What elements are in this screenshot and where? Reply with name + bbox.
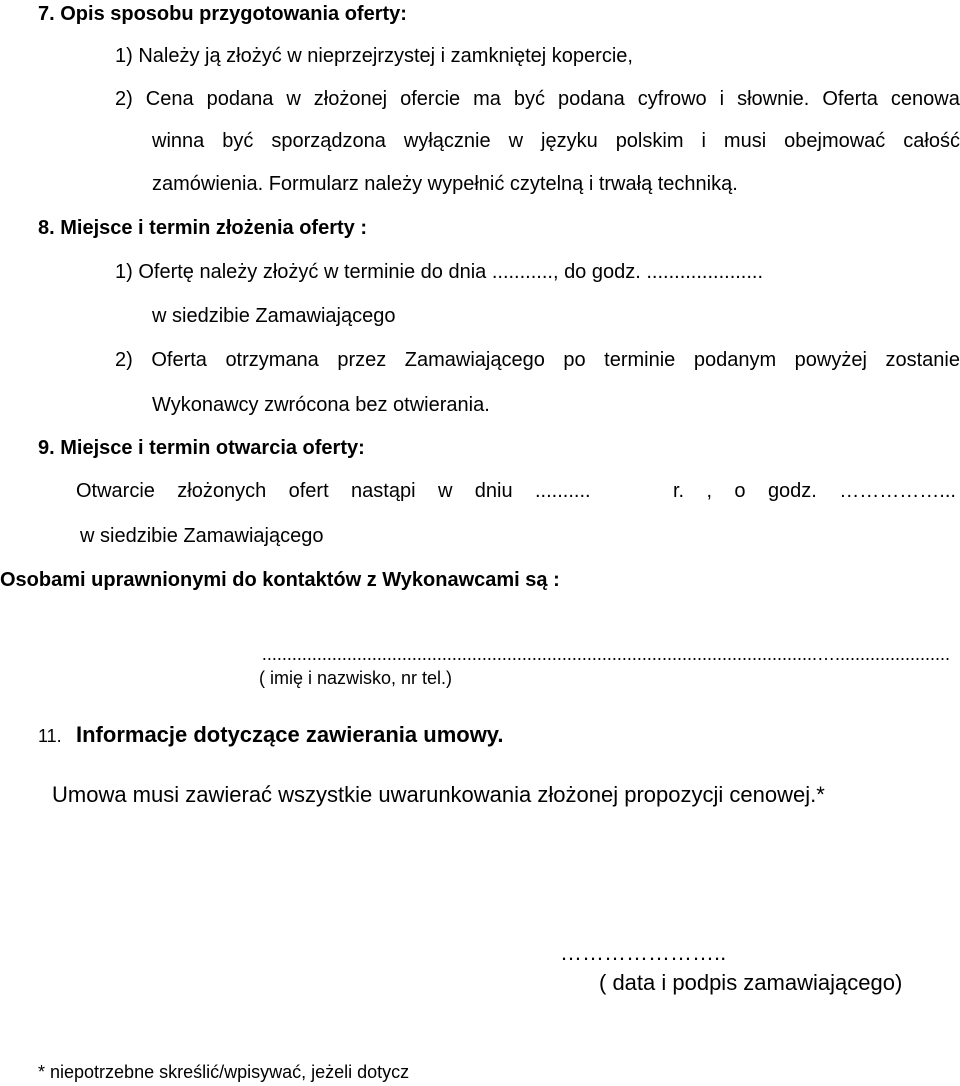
word: nastąpi — [351, 480, 416, 502]
section-8-item-2-line-2: Wykonawcy zwrócona bez otwierania. — [152, 394, 490, 416]
word: otrzymana — [225, 349, 319, 371]
word: dniu — [474, 480, 513, 502]
section-7-item-2-line-2 — [152, 131, 960, 151]
word: cyfrowo — [637, 88, 707, 110]
word: terminie — [604, 349, 676, 371]
word: 2) — [115, 88, 133, 110]
contacts-caption: ( imię i nazwisko, nr tel.) — [259, 668, 453, 688]
signature-dots: ………………….. — [560, 940, 727, 965]
word: w — [286, 88, 301, 110]
footnote: * niepotrzebne skreślić/wpisywać, jeżeli dotycz — [38, 1062, 410, 1082]
section-9-line-1 — [76, 481, 956, 501]
word: Otwarcie — [76, 480, 155, 502]
word: podana — [206, 88, 274, 110]
section-8-heading: 8. Miejsce i termin złożenia oferty : — [38, 217, 367, 239]
word: r. — [672, 480, 685, 502]
word: cenowa — [890, 88, 960, 110]
section-11-number: 11. — [38, 726, 62, 746]
word: ofert — [288, 480, 329, 502]
section-7-heading: 7. Opis sposobu przygotowania oferty: — [38, 3, 407, 25]
word: .......... — [534, 480, 591, 502]
word: całość — [903, 130, 960, 152]
word: musi — [723, 130, 767, 152]
word: w — [437, 480, 453, 502]
word: i — [701, 130, 706, 152]
word: powyżej — [794, 349, 867, 371]
word: języku — [541, 130, 598, 152]
contacts-dots: ...............................................................................................................…....................... — [261, 645, 950, 663]
word: słownie. — [737, 88, 810, 110]
section-9-line-2: w siedzibie Zamawiającego — [80, 525, 324, 547]
word: w — [508, 130, 524, 152]
word: po — [563, 349, 586, 371]
section-11-heading: Informacje dotyczące zawierania umowy. — [76, 722, 504, 747]
section-7-item-2-line-3: zamówienia. Formularz należy wypełnić czytelną i trwałą techniką. — [152, 173, 738, 195]
section-7-item-2-line-1 — [115, 89, 960, 109]
word: polskim — [615, 130, 684, 152]
word: ma — [473, 88, 501, 110]
word: być — [513, 88, 546, 110]
word: ……………... — [839, 480, 956, 502]
word: Zamawiającego — [404, 349, 545, 371]
word: złożonej — [313, 88, 388, 110]
signature-caption: ( data i podpis zamawiającego) — [599, 970, 903, 995]
word: godz. — [767, 480, 817, 502]
word: o — [734, 480, 746, 502]
word: ofercie — [400, 88, 461, 110]
word: zostanie — [885, 349, 960, 371]
word: złożonych — [177, 480, 267, 502]
word: obejmować — [784, 130, 886, 152]
word: Oferta — [151, 349, 207, 371]
contacts-heading: Osobami uprawnionymi do kontaktów z Wykonawcami są : — [0, 569, 560, 591]
section-8-item-2-line-1 — [115, 350, 960, 370]
word: Oferta — [822, 88, 878, 110]
word: 2) — [115, 349, 133, 371]
section-9-heading: 9. Miejsce i termin otwarcia oferty: — [38, 437, 365, 459]
word: podanym — [693, 349, 777, 371]
section-8-item-1: 1) Ofertę należy złożyć w terminie do dnia ..........., do godz. ..................... — [115, 261, 764, 283]
section-7-item-1: 1) Należy ją złożyć w nieprzejrzystej i zamkniętej kopercie, — [115, 45, 633, 67]
word: być — [222, 130, 254, 152]
word: , — [706, 480, 713, 502]
word: winna — [152, 130, 205, 152]
word: wyłącznie — [403, 130, 491, 152]
word: przez — [337, 349, 387, 371]
section-8-item-1-continuation: w siedzibie Zamawiającego — [152, 305, 396, 327]
word: podana — [558, 88, 625, 110]
word: Cena — [145, 88, 194, 110]
word: i — [719, 88, 725, 110]
word: sporządzona — [271, 130, 386, 152]
section-11-body: Umowa musi zawierać wszystkie uwarunkowania złożonej propozycji cenowej.* — [52, 782, 825, 807]
